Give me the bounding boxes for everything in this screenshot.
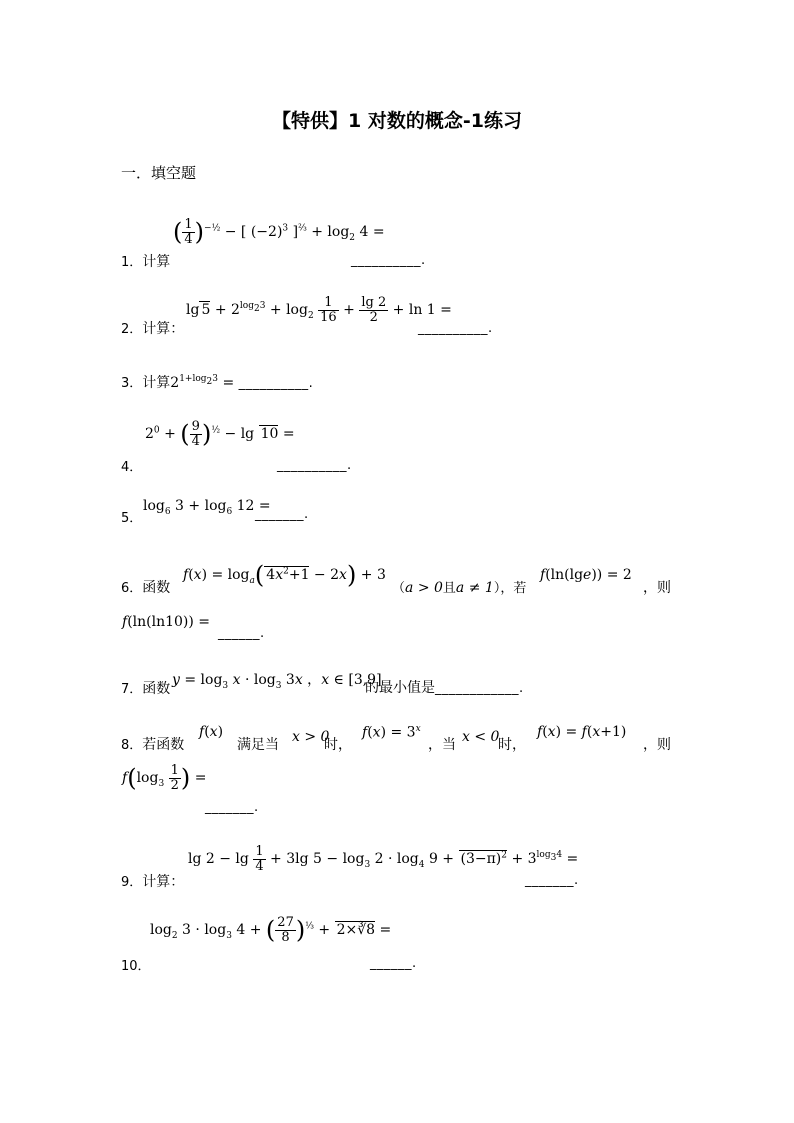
q2-formula: $\lg 5 + 2^{log_23} + \log_2$ $\frac{1}{16}$ + $\frac{\lg 2}{2}$ + ln 1 = [186,295,452,325]
q7-label [121,678,170,698]
q1-lead: 计算 [142,254,171,270]
q4-formula: $2^0$ + ( $\frac{9}{4}$ )$^{\frac{1}{2}}$ − lg 10 = [145,419,295,449]
q2-label [121,318,184,338]
q4-number: 4． [121,460,143,475]
q8-formula-e: f(x) = f(x+1) [537,724,627,740]
q8-number: 8． [121,738,143,753]
q6-cond-b: a ≠ 1 [455,580,494,596]
page-title: 【特供】1 对数的概念-1练习 [272,110,522,132]
q9-lead: 计算： [142,874,185,890]
q6-cond-a: a > 0 [405,580,443,596]
q7-tail [365,677,524,697]
q2-number: 2． [121,322,143,337]
q3-answer-blank[interactable]: __________. [238,376,314,391]
q6-formula: $f(x) = \log_a$( $4x^2+1 - 2x) + 3$ [183,561,386,589]
q3-lead: 计算 [142,375,171,391]
q6-target: f(ln(ln10)) = [122,614,211,630]
q8-t3: ，当 [428,737,456,753]
q2-lead: 计算： [142,321,185,337]
q8-formula-c: $f(x) = 3^x$ [362,724,421,741]
q8-formula-b: x > 0 [292,729,330,745]
q5-formula: $\log_6 3 + \log_6 12$ = [143,498,271,517]
q8-label [121,734,184,754]
q7-formula: $y = \log_3 x \cdot \log_3 3x$ ，x ∈ [3,9] [172,672,382,691]
q3-label [121,372,313,392]
q10-formula: $\log_2 3 \cdot \log_3 4$ + ( $\frac{27}{8}$ )$^{\frac{1}{3}}$ + 2×∛8 = [150,915,392,945]
q8-lead: 若函数 [142,737,185,753]
q8-formula-a: f(x) [199,724,224,740]
q2-answer-blank[interactable]: __________. [418,321,493,336]
q6-answer-blank[interactable]: ______. [218,626,265,641]
q7-tail-text: 的最小值是 [365,680,435,696]
q8-target: $f(\log_3$ $\frac{1}{2}$ ) = [122,763,207,793]
q1-number: 1． [121,255,143,270]
q6-cond-and: 且 [442,581,456,596]
q8-answer-blank[interactable]: _______. [205,800,259,815]
q3-formula: $2^{1+log_23}$ = [170,374,239,391]
q10-answer-blank[interactable]: ______. [370,956,417,971]
q9-answer-blank[interactable]: _______. [525,873,579,888]
q9-label [121,871,184,891]
q9-number: 9． [121,875,143,890]
q5-number: 5． [121,511,143,526]
q6-number: 6． [121,581,143,596]
q8-t2: 时， [324,737,352,753]
q7-answer-blank[interactable]: ____________. [435,681,524,696]
q10-number: 10． [121,959,151,974]
q5-answer-blank[interactable]: _______. [255,507,309,522]
q7-lead: 函数 [142,681,171,697]
q6-condition: （a > 0且a ≠ 1），若 [392,580,527,596]
q1-answer-blank[interactable]: __________. [351,253,426,268]
q3-number: 3． [121,376,143,391]
q1-label [121,251,170,271]
q4-label [121,456,142,475]
q8-t4: 时， [498,737,526,753]
q6-label [121,577,170,597]
q9-formula: lg 2 − lg $\frac{1}{4}$ + 3lg $5 - \log_3 2 \cdot \log_4 9 + (3-\pi)^2 + 3^{log_34}$ = [188,844,579,874]
q6-lead: 函数 [142,580,171,596]
q8-formula-d: x < 0 [462,729,500,745]
q8-t5: ，则 [643,737,671,753]
q8-t1: 满足当 [237,737,279,753]
q6-then: ，则 [643,580,671,596]
q10-label [121,955,151,974]
q6-mid: ，若 [500,581,527,596]
section-heading: 一．填空题 [121,164,197,182]
q5-label [121,507,142,526]
q4-answer-blank[interactable]: __________. [277,458,352,473]
q6-given: f(ln(lge)) = 2 [540,567,632,583]
q1-formula: ( $\frac{1}{4}$ )$^{-\frac{1}{2}}$ − [ $(-2)^3$ ]$^{\frac{2}{3}} + \log_2 4$ = [173,217,385,247]
q7-number: 7． [121,682,143,697]
